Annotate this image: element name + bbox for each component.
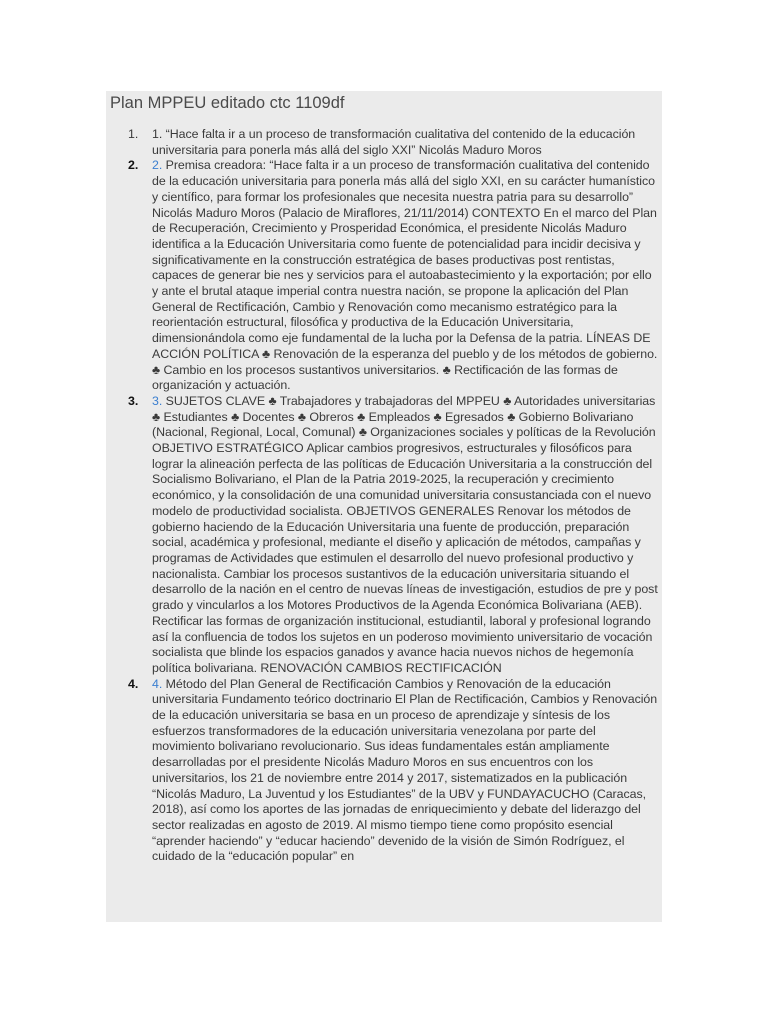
list-item-text: SUJETOS CLAVE ♣ Trabajadores y trabajadoras del MPPEU ♣ Autoridades universitarias ♣ Estudiantes ♣ Docentes ♣ Obreros ♣ Empleados ♣ Egresados ♣ Gobierno Bolivariano (Nacional, Regional, Local, Comunal) ♣ Organizaciones sociales y políticas de la Revolución OBJETIVO ESTRATÉGICO Aplicar cambios progresivos, estructurales y filosóficos para lograr la alineación perfecta de las políticas de Educación Universitaria a la construcción del Socialismo Bolivariano, el Plan de la Patria 2019-2025, la recuperación y crecimiento económico, y la consolidación de una comunidad universitaria consustanciada con el nuevo modelo de productividad socialista. OBJETIVOS GENERALES Renovar los métodos de gobierno haciendo de la Educación Universitaria una fuente de producción, preparación social, académica y profesional, mediante el diseño y aplicación de métodos, campañas y programas de Actividades que estimulen el desarrollo del nuevo profesional productivo y nacionalista. Cambiar los procesos sustantivos de la educación universitaria situando el desarrollo de la nación en el centro de nuevas líneas de investigación, estudios de pre y post grado y vincularlos a los Motores Productivos de la Agenda Económica Bolivariana (AEB). Rectificar las formas de organización institucional, estudiantil, laboral y profesional logrando así la confluencia de todos los sujetos en un poderoso movimiento universitario de vocación socialista que blinde los espacios ganados y avance hacia nuevos nichos de hegemonía política bolivariana. RENOVACIÓN CAMBIOS RECTIFICACIÓN [152, 393, 658, 675]
list-item [128, 158, 659, 394]
list-item [128, 393, 659, 677]
item-reference-link[interactable]: 2. [152, 158, 163, 173]
list-item-number: 4. [128, 676, 139, 691]
list-item [128, 127, 659, 158]
item-reference-link[interactable]: 3. [152, 393, 163, 408]
list-item [128, 676, 659, 865]
document-title: Plan MPPEU editado ctc 1109df [110, 94, 345, 112]
list-item-number: 2. [128, 158, 139, 173]
list-item-text: Premisa creadora: “Hace falta ir a un proceso de transformación cualitativa del contenido de la educación universitaria para ponerla más allá del siglo XXI, en su carácter humanístico y científico, para formar los profesionales que necesita nuestra patria para su desarrollo” Nicolás Maduro Moros (Palacio de Miraflores, 21/11/2014) CONTEXTO En el marco del Plan de Recuperación, Crecimiento y Prosperidad Económica, el presidente Nicolás Maduro identifica a la Educación Universitaria como fuente de potencialidad para incidir decisiva y significativamente en la construcción estratégica de bases productivas post rentistas, capaces de generar bie nes y servicios para el autoabastecimiento y la exportación; por ello y ante el brutal ataque imperial contra nuestra nación, se propone la aplicación del Plan General de Rectificación, Cambio y Renovación como mecanismo estratégico para la reorientación estructural, filosófica y productiva de la Educación Universitaria, dimensionándola como eje fundamental de la lucha por la Defensa de la patria. LÍNEAS DE ACCIÓN POLÍTICA ♣ Renovación de la esperanza del pueblo y de los métodos de gobierno. ♣ Cambio en los procesos sustantivos universitarios. ♣ Rectificación de las formas de organización y actuación. [152, 158, 658, 393]
list-item-text: Método del Plan General de Rectificación Cambios y Renovación de la educación universitaria Fundamento teórico doctrinario El Plan de Rectificación, Cambios y Renovación de la educación universitaria se basa en un proceso de aprendizaje y síntesis de los esfuerzos transformadores de la educación universitaria venezolana por parte del movimiento bolivariano revolucionario. Sus ideas fundamentales están ampliamente desarrolladas por el presidente Nicolás Maduro Moros en sus encuentros con los universitarios, los 21 de noviembre entre 2014 y 2017, sistematizados en la publicación “Nicolás Maduro, La Juventud y los Estudiantes” de la UBV y FUNDAYACUCHO (Caracas, 2018), así como los aportes de las jornadas de enriquecimiento y debate del liderazgo del sector realizadas en agosto de 2019. Al mismo tiempo tiene como propósito esencial “aprender haciendo” y “educar haciendo” devenido de la visión de Simón Rodríguez, el cuidado de la “educación popular” en [152, 676, 658, 864]
list-item-text: 1. “Hace falta ir a un proceso de transformación cualitativa del contenido de la educación universitaria para ponerla más allá del siglo XXI” Nicolás Maduro Moros [152, 127, 636, 157]
document-page [106, 91, 662, 922]
list-item-number: 3. [128, 393, 139, 408]
item-reference-link[interactable]: 4. [152, 676, 163, 691]
list-item-number: 1. [128, 127, 139, 141]
numbered-list [128, 127, 659, 865]
